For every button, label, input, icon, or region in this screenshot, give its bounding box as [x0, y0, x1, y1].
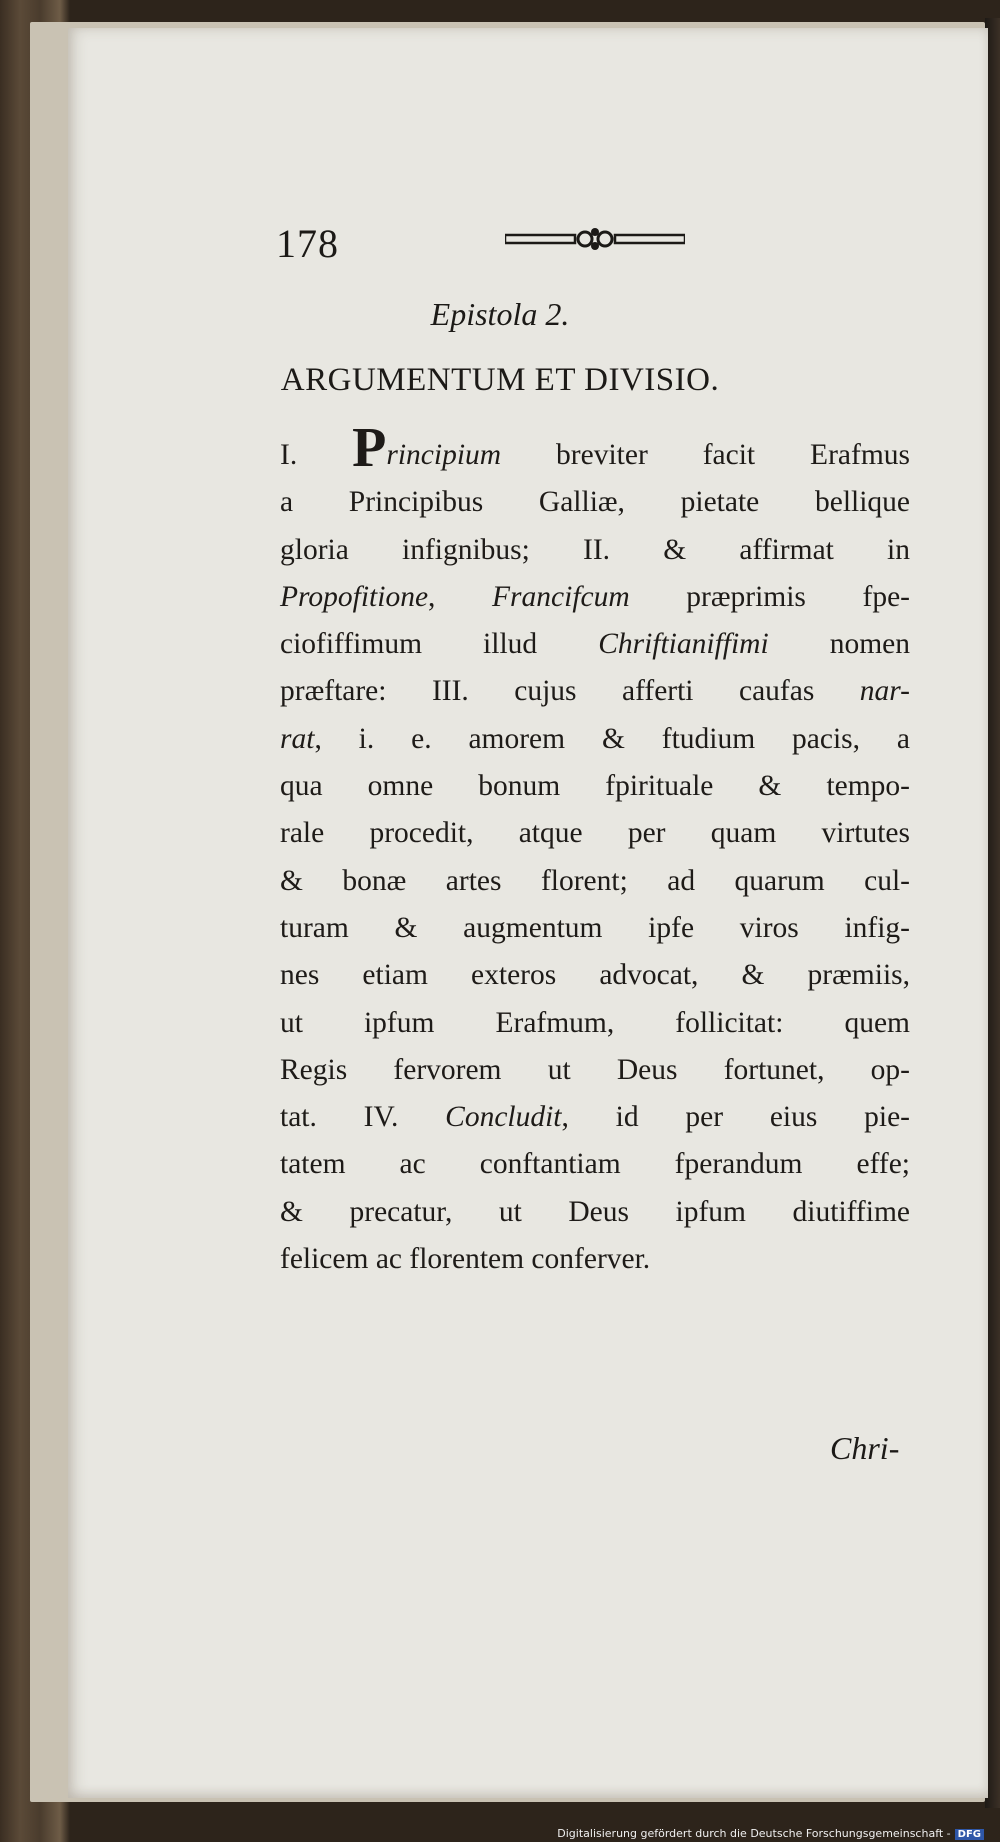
text-line: [280, 810, 910, 857]
italic-term: nar-: [859, 675, 910, 708]
footer-credit-text: Digitalisierung gefördert durch die Deutsche Forschungsgemeinschaft -: [557, 1827, 951, 1840]
text-run: a Principibus Galliæ, pietate bellique: [280, 486, 910, 519]
text-line: [280, 952, 910, 999]
text-run: nomen: [768, 628, 910, 661]
text-line: [280, 574, 910, 621]
text-run: ut ipfum Erafmum, follicitat: quem: [280, 1006, 910, 1039]
text-run: breviter facit Erafmus: [501, 439, 910, 471]
running-title: Epistola 2.: [430, 296, 570, 332]
text-run: tatem ac conftantiam fperandum effe;: [280, 1148, 910, 1181]
italic-term: Francifcum: [492, 580, 630, 613]
text-line: [280, 1236, 910, 1283]
italic-term: rat: [280, 722, 315, 755]
text-line: [280, 1047, 910, 1094]
text-line: [280, 1000, 910, 1047]
text-run: & precatur, ut Deus ipfum diutiffime: [280, 1195, 910, 1228]
text-line: [280, 621, 910, 668]
section-heading: ARGUMENTUM ET DIVISIO.: [280, 362, 720, 398]
text-run: ciofiffimum illud: [280, 628, 599, 661]
text-run: felicem ac florentem conferver.: [280, 1243, 651, 1276]
text-run: turam & augmentum ipfe viros infig-: [280, 911, 910, 944]
body-paragraph: [280, 417, 911, 1283]
ornament-icon: [505, 226, 685, 252]
drop-cap: P: [352, 417, 387, 479]
text-run: præftare: III. cujus afferti caufas: [280, 675, 860, 708]
text-line: [280, 763, 910, 810]
text-run: , i. e. amorem & ftudium pacis, a: [314, 722, 910, 755]
text-run: , id per eius pie-: [561, 1101, 911, 1134]
text-run: nes etiam exteros advocat, & præmiis,: [280, 959, 910, 992]
text-line: [280, 716, 910, 763]
text-line: [280, 1094, 910, 1141]
italic-term: Propofitione: [280, 580, 429, 613]
text-run: gloria infignibus; II. & affirmat in: [280, 533, 910, 566]
footer-credit: [557, 1827, 984, 1840]
text-line: [280, 417, 910, 479]
text-line: [280, 527, 910, 574]
text-run: ,: [428, 580, 493, 613]
italic-term: rincipium: [386, 439, 502, 471]
text-run: I.: [280, 439, 353, 471]
text-run: qua omne bonum fpirituale & tempo-: [280, 770, 910, 803]
text-run: & bonæ artes florent; ad quarum cul-: [280, 864, 910, 897]
italic-term: Concludit: [445, 1101, 562, 1134]
text-run: Regis fervorem ut Deus fortunet, op-: [280, 1053, 910, 1086]
text-line: [280, 905, 910, 952]
dfg-logo-icon: DFG: [955, 1829, 984, 1840]
text-run: rale procedit, atque per quam virtutes: [280, 817, 910, 850]
text-run: præprimis fpe-: [629, 580, 911, 613]
catchword: Chri-: [830, 1430, 900, 1466]
text-run: tat. IV.: [280, 1101, 446, 1134]
text-line: [280, 858, 910, 905]
text-line: [280, 479, 910, 526]
text-line: [280, 668, 910, 715]
page-number: 178: [276, 221, 339, 266]
text-line: [280, 1189, 910, 1236]
italic-term: Chriftianiffimi: [598, 628, 769, 661]
text-line: [280, 1141, 910, 1188]
